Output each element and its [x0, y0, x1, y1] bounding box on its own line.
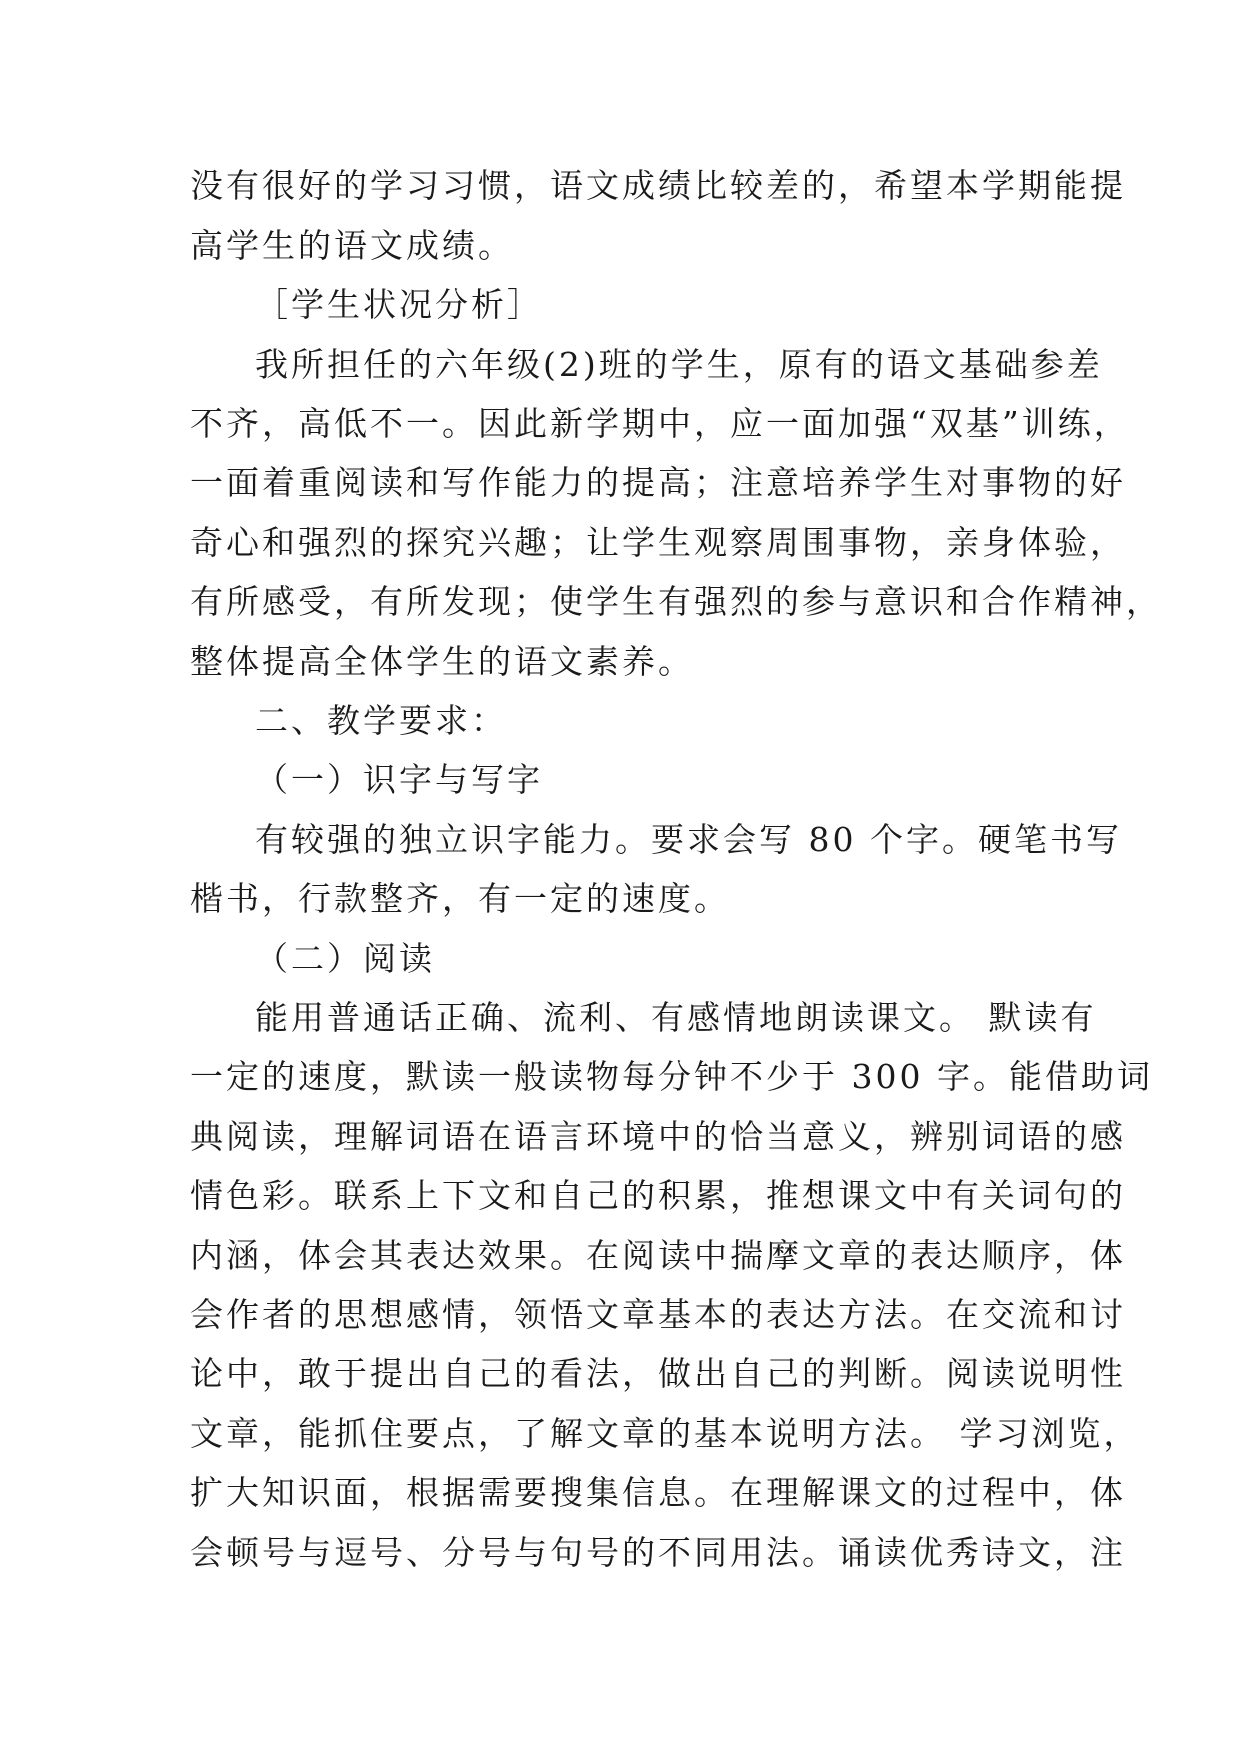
paragraph-line: 一定的速度，默读一般读物每分钟不少于 300 字。能借助词 — [190, 1057, 1153, 1096]
paragraph-line: 论中，敢于提出自己的看法，做出自己的判断。阅读说明性 — [190, 1354, 1126, 1393]
paragraph-line: 一面着重阅读和写作能力的提高；注意培养学生对事物的好 — [190, 463, 1126, 502]
paragraph-line: 文章，能抓住要点，了解文章的基本说明方法。 学习浏览， — [190, 1414, 1140, 1453]
paragraph-line: 会顿号与逗号、分号与句号的不同用法。诵读优秀诗文，注 — [190, 1533, 1126, 1572]
paragraph-line: 扩大知识面，根据需要搜集信息。在理解课文的过程中，体 — [190, 1473, 1126, 1512]
section-heading: 二、教学要求： — [255, 701, 507, 740]
paragraph-line: 没有很好的学习习惯，语文成绩比较差的，希望本学期能提 — [190, 166, 1126, 205]
paragraph-line: 情色彩。联系上下文和自己的积累，推想课文中有关词句的 — [190, 1176, 1126, 1215]
paragraph-line: 会作者的思想感情，领悟文章基本的表达方法。在交流和讨 — [190, 1295, 1126, 1334]
paragraph-line: 有较强的独立识字能力。要求会写 80 个字。硬笔书写 — [255, 820, 1122, 859]
paragraph-line: 奇心和强烈的探究兴趣；让学生观察周围事物，亲身体验， — [190, 523, 1126, 562]
paragraph-line: 不齐，高低不一。因此新学期中，应一面加强“双基”训练， — [190, 404, 1130, 443]
subsection-heading: （一）识字与写字 — [255, 760, 543, 799]
paragraph-line: 内涵，体会其表达效果。在阅读中揣摩文章的表达顺序，体 — [190, 1236, 1126, 1275]
paragraph-line: 有所感受，有所发现；使学生有强烈的参与意识和合作精神， — [190, 582, 1162, 621]
paragraph-line: 能用普通话正确、流利、有感情地朗读课文。 默读有 — [255, 998, 1097, 1037]
paragraph-line: 我所担任的六年级(2)班的学生，原有的语文基础参差 — [255, 345, 1103, 384]
subsection-heading: （二）阅读 — [255, 939, 435, 978]
paragraph-line: 高学生的语文成绩。 — [190, 226, 514, 265]
paragraph-line: 典阅读，理解词语在语言环境中的恰当意义，辨别词语的感 — [190, 1117, 1126, 1156]
paragraph-line: 整体提高全体学生的语文素养。 — [190, 642, 694, 681]
paragraph-line: 楷书，行款整齐，有一定的速度。 — [190, 879, 730, 918]
section-heading: ［学生状况分析］ — [255, 285, 543, 324]
